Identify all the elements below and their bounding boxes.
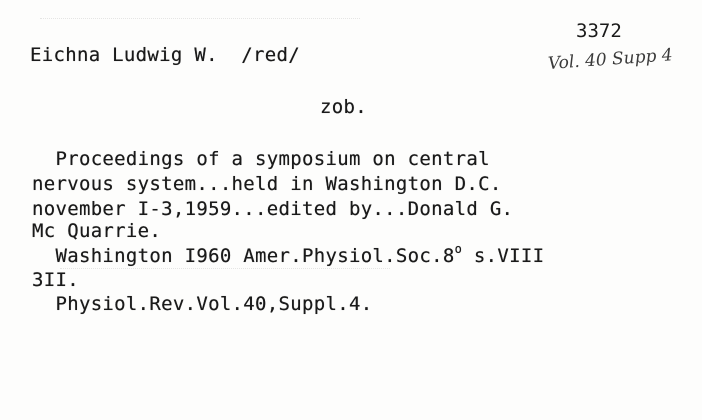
subject-code: zob. [320,96,367,118]
handwritten-note: Vol. 40 Supp 4 [547,45,674,74]
imprint-line [32,242,545,269]
imprint-text: Washington I960 Amer.Physiol.Soc.8 [32,245,455,267]
imprint-superscript: o [454,242,463,256]
description-line-4: Mc Quarrie. [32,220,162,242]
card-number: 3372 [576,20,622,42]
author-line: Eichna Ludwig W. /red/ [30,44,300,66]
pages-line: 3II. [32,269,79,291]
description-line-1: Proceedings of a symposium on central [32,148,490,170]
description-line-2: nervous system...held in Washington D.C. [32,173,502,195]
faint-print-line [40,18,360,19]
description-line-3: november I-3,1959...edited by...Donald G. [32,198,514,220]
series-line: Physiol.Rev.Vol.40,Suppl.4. [32,293,373,315]
imprint-extent: s.VIII [462,245,545,267]
